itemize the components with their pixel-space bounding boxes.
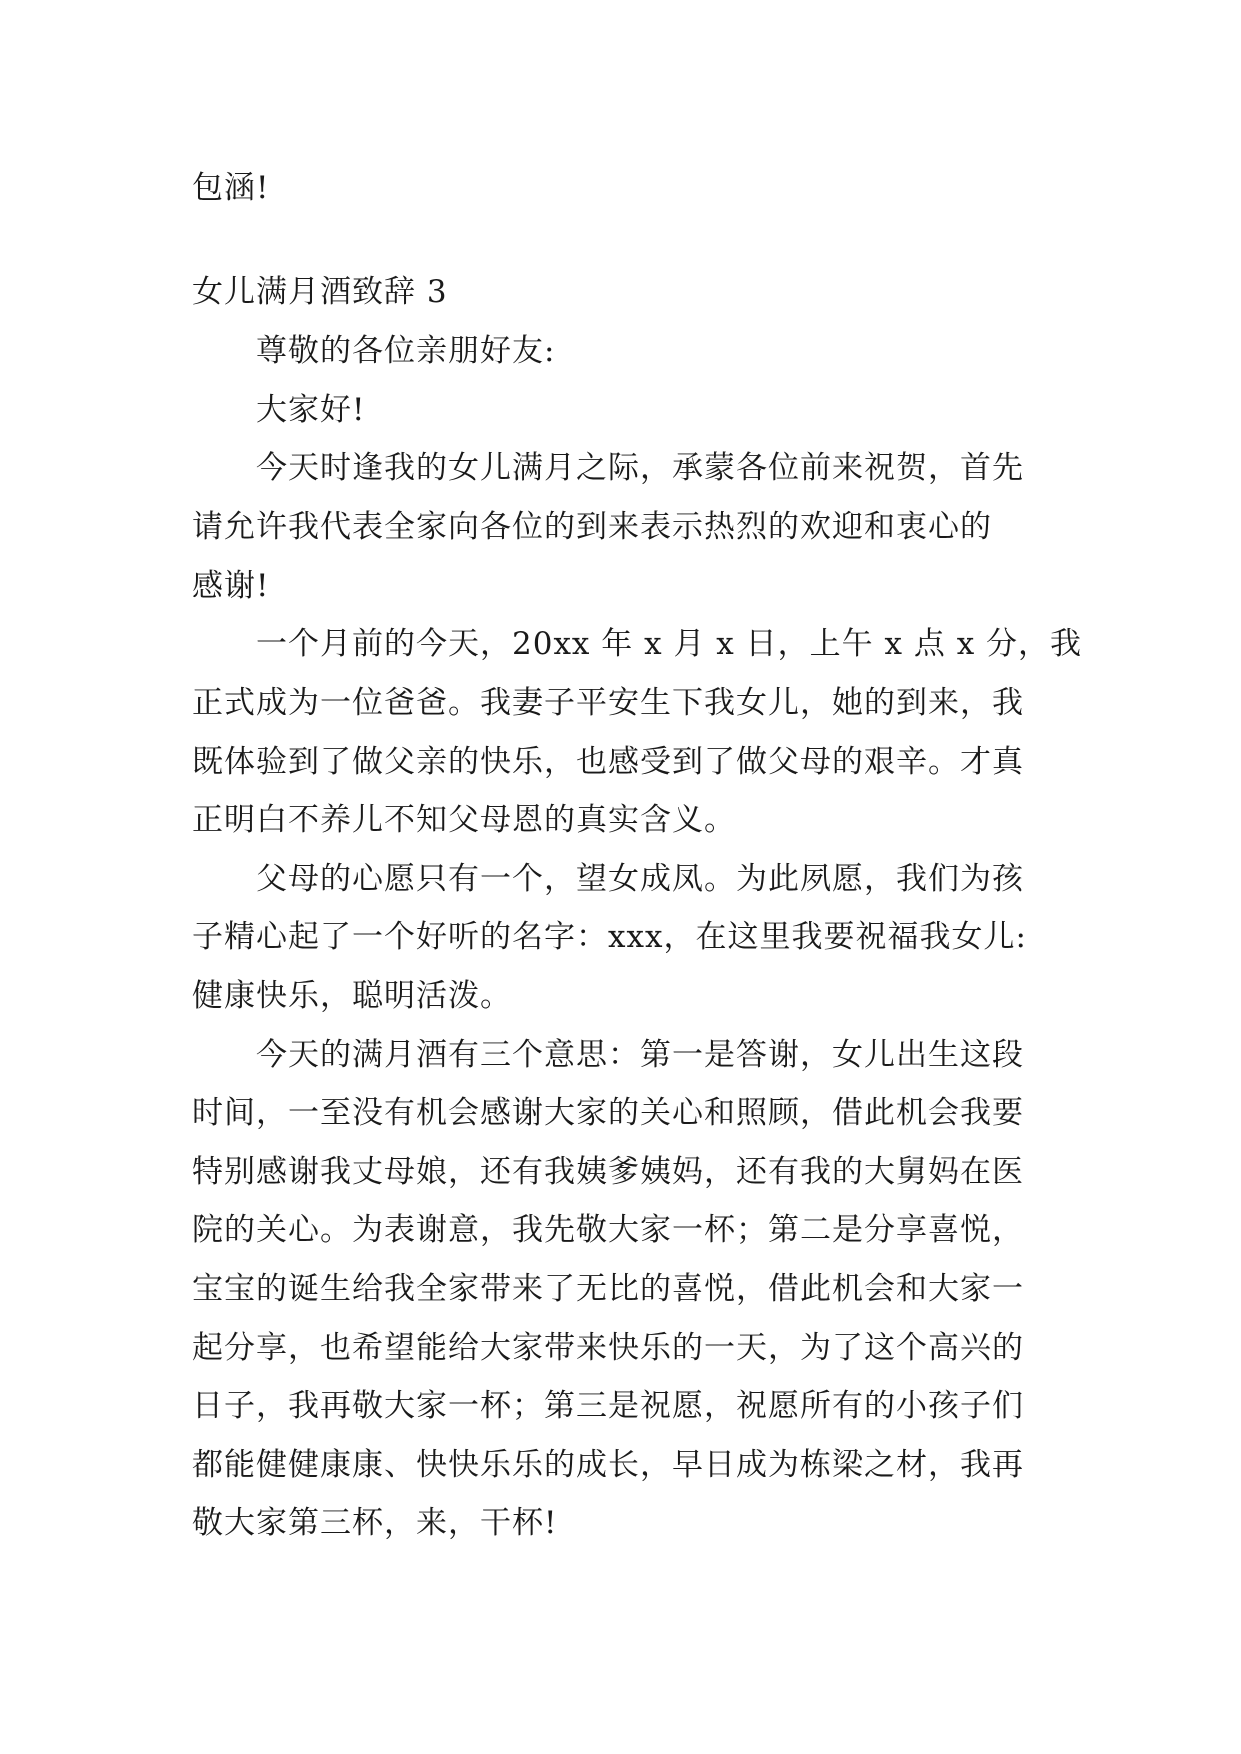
- paragraph-line: 感谢!: [192, 568, 270, 604]
- paragraph-line: 起分享，也希望能给大家带来快乐的一天，为了这个高兴的: [192, 1330, 1024, 1366]
- paragraph-line: 一个月前的今天，20xx 年 x 月 x 日，上午 x 点 x 分，我: [256, 626, 1083, 662]
- paragraph-line: 既体验到了做父亲的快乐，也感受到了做父母的艰辛。才真: [192, 744, 1024, 780]
- paragraph-line: 父母的心愿只有一个，望女成凤。为此夙愿，我们为孩: [256, 861, 1024, 897]
- paragraph-line: 宝宝的诞生给我全家带来了无比的喜悦，借此机会和大家一: [192, 1271, 1024, 1307]
- salutation: 尊敬的各位亲朋好友:: [256, 333, 556, 369]
- paragraph-line: 特别感谢我丈母娘，还有我姨爹姨妈，还有我的大舅妈在医: [192, 1154, 1024, 1190]
- paragraph-line: 今天的满月酒有三个意思：第一是答谢，女儿出生这段: [256, 1037, 1024, 1073]
- paragraph-line: 时间，一至没有机会感谢大家的关心和照顾，借此机会我要: [192, 1095, 1024, 1131]
- paragraph-line: 敬大家第三杯，来，干杯!: [192, 1505, 558, 1541]
- paragraph-line: 都能健健康康、快快乐乐的成长，早日成为栋梁之材，我再: [192, 1447, 1024, 1483]
- paragraph-line: 子精心起了一个好听的名字：xxx，在这里我要祝福我女儿:: [192, 919, 1027, 955]
- greeting: 大家好!: [256, 392, 366, 428]
- paragraph-line: 今天时逢我的女儿满月之际，承蒙各位前来祝贺，首先: [256, 450, 1024, 486]
- text-line: 包涵!: [192, 170, 270, 206]
- paragraph-line: 正式成为一位爸爸。我妻子平安生下我女儿，她的到来，我: [192, 685, 1024, 721]
- paragraph-line: 健康快乐，聪明活泼。: [192, 978, 512, 1014]
- paragraph-line: 正明白不养儿不知父母恩的真实含义。: [192, 802, 736, 838]
- paragraph-line: 请允许我代表全家向各位的到来表示热烈的欢迎和衷心的: [192, 509, 992, 545]
- paragraph-line: 日子，我再敬大家一杯；第三是祝愿，祝愿所有的小孩子们: [192, 1388, 1024, 1424]
- paragraph-line: 院的关心。为表谢意，我先敬大家一杯；第二是分享喜悦，: [192, 1212, 1024, 1248]
- section-title: 女儿满月酒致辞 3: [192, 274, 448, 310]
